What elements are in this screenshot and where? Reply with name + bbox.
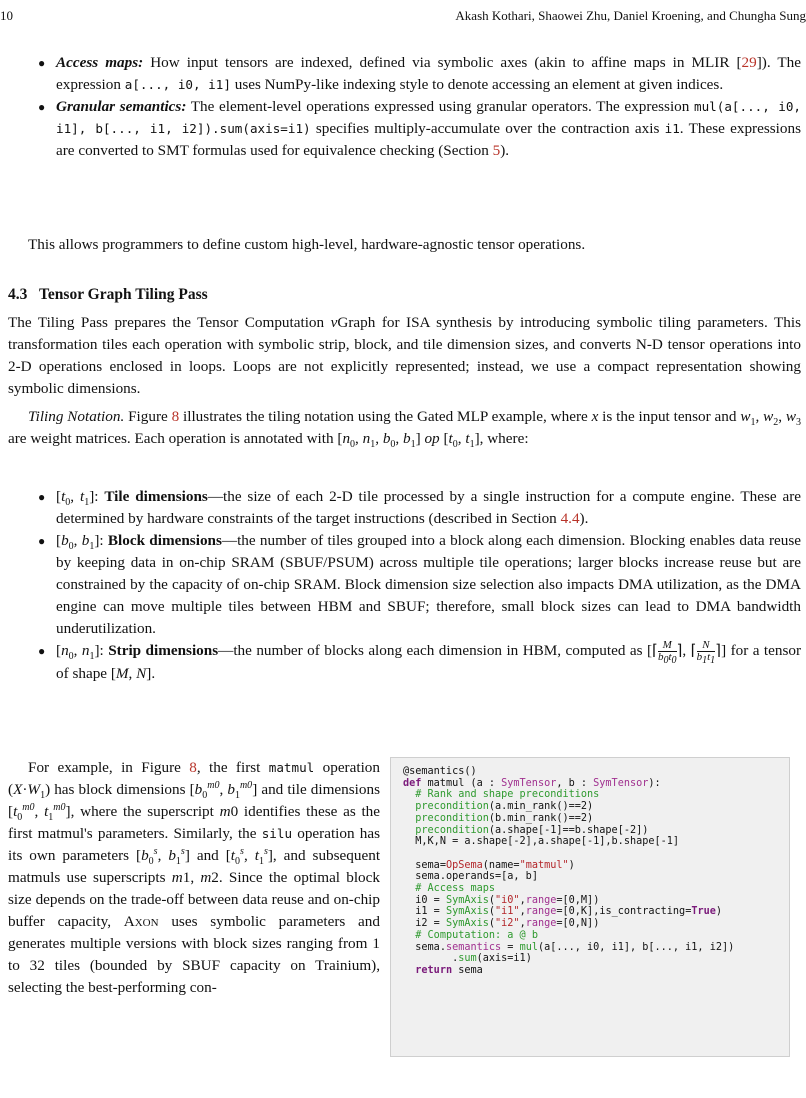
text: ). [579,510,589,527]
text: operation has its own parameters [8,825,380,864]
text: —the size of each 2-D tile processed by a single instruction for a compute engine. These are determined by hardware constraints of the target instructions (described in Section [56,488,801,527]
code-listing [390,757,790,1057]
math-formula: [⌈ $\frac{M}{b_0t_0}$ ⌉, ⌈ $\frac{N}{b_1t_1}$ ⌉] [646,639,727,667]
bullet-dot: ● [38,644,46,658]
figure-link[interactable]: 8 [189,759,197,776]
inline-code: a[..., i0, i1] [124,77,231,92]
text: —the number of blocks along each dimension in HBM, computed as [218,642,647,659]
bullet-list-top [38,52,802,162]
bullet-dot: ● [38,100,46,114]
code-line: precondition(a.shape[-1]==b.shape[-2]) [415,824,649,836]
code-line: i2 = SymAxis("i2",range=[0,N]) [415,918,600,930]
text: ]). The expression [56,54,802,93]
paragraph-allow: This allows programmers to define custom high-level, hardware-agnostic tensor operations. [28,236,586,253]
paragraph-tiling-notation: Tiling Notation. Figure 8 illustrates the tiling notation using the Gated MLP example, where x is the input tensor and $w_1$, $w_2$, $w_3$ are weight matrices. Each operation is annotated with [$n_0$, $n_1$, $b_0$, $b_1$] op [$t_0$, $t_1$], where: [8,408,802,451]
text: identifies these as the first matmul's parameters. Similarly, the [8,803,381,842]
text: is the input tensor and [598,408,741,425]
text: The Tiling Pass prepares the Tensor Computation [8,314,331,331]
term: Granular semantics: [56,98,187,115]
code-line: i1 = SymAxis("i1",range=[0,K],is_contracting=True) [415,906,723,918]
system-name: Axon [123,913,159,930]
text: specifies multiply-accumulate over the contraction axis [310,120,665,137]
code-line: sema.semantics = mul(a[..., i0, i1], b[..., i1, i2]) [415,941,735,953]
text: , the first [196,759,269,776]
math: w [740,408,751,425]
code-line: sema.operands=[a, b] [415,871,538,883]
text: for a tensor of shape [56,642,802,683]
text: , and subsequent matmuls use superscripts [8,847,381,886]
bullet-access-maps [38,52,802,96]
text: ). [500,142,510,159]
paragraph-tiling-pass [8,312,801,400]
math: x [591,408,599,425]
text: The element-level operations expressed using granular operators. The expression [190,98,695,115]
bullet-dot: ● [38,534,46,548]
text: How input tensors are indexed, defined via symbolic axes (akin to affine maps in MLIR [ [150,54,742,71]
text: uses NumPy-like indexing style to denote accessing an element at given indices. [230,76,724,93]
section-title: Tensor Graph Tiling Pass [39,286,208,303]
bullet-granular-semantics [38,96,802,162]
running-header: Akash Kothari, Shaowei Zhu, Daniel Kroening, and Chungha Sung [455,8,806,23]
text: Graph for ISA synthesis by introducing symbolic tiling parameters. This transformation tiles each operation with symbolic strip, block, and tile dimension sizes, and converts N-D tensor operations into 2-D operations enclosed in loops. Loops are not explicitly represented; instead, we use a compact representation showing symbolic dimensions. [8,314,801,397]
inline-code: matmul [268,760,315,775]
code-line: M,K,N = a.shape[-2],a.shape[-1],b.shape[-1] [415,836,680,848]
text: illustrates the tiling notation using the Gated MLP example, where [179,408,592,425]
term: Access maps: [56,54,144,71]
term: Tile dimensions [104,488,208,505]
code-line: return sema [415,964,483,976]
inline-code: mul(a[..., i0, i1], b[..., i1, i2]).sum(axis=i1) [56,99,802,136]
code-line: @semantics() [403,766,477,777]
code-comment: # Rank and shape preconditions [415,789,600,801]
text: —the number of tiles grouped into a block along each dimension. Blocking enables data reuse by keeping data in on-chip SRAM (SBUF/PSUM) across multiple tile operations; larger blocks increase reuse but are constrained by the capacity of on-chip SRAM. Block dimension size selection also impacts DMA utilization, as the DMA engine can move multiple tiles between HBM and SBUF; therefore, small block sizes can lead to DMA bandwidth underutilization. [56,532,801,637]
figure-link[interactable]: 8 [171,408,180,425]
text: has block dimensions [50,781,190,798]
inline-code: silu [261,826,293,841]
bullet-dot: ● [38,490,46,504]
code-comment: # Computation: a @ b [415,929,538,941]
text: and tile dimensions [257,781,380,798]
nu-symbol: ν [330,314,338,331]
section-link[interactable]: 4.4 [560,510,580,527]
bullet-list-dimensions [38,486,802,685]
page-number: 10 [0,8,13,23]
section-heading [8,286,208,304]
text: are weight matrices. Each operation is annotated with [8,430,338,447]
bullet-strip-dimensions: ● [$n_0$, $n_1$]: Strip dimensions—the number of blocks along each dimension in HBM, computed as [⌈ $\frac{M}{b_0t_0}$ ⌉, ⌈ $\frac{N}{b_1t_1}$ ⌉] for a tensor of shape [M, N]. [38,639,802,683]
bullet-dot: ● [38,56,46,70]
code-line: def matmul (a : SymTensor, b : SymTensor): [403,777,661,789]
term: Strip dimensions [108,642,219,659]
inline-code: i1 [664,121,680,136]
text: , where the superscript [70,803,220,820]
text: . These expressions are converted to SMT formulas used for equivalence checking (Section [56,120,801,159]
term: Block dimensions [107,532,222,549]
math: w [785,408,797,425]
math: w [763,408,774,425]
text: Figure [124,408,172,425]
text: For example, in Figure [28,759,190,776]
section-number: 4.3 [8,286,28,303]
code-comment: # Access maps [415,883,496,895]
bullet-tile-dimensions: ● [$t_0$, $t_1$]: Tile dimensions—the size of each 2-D tile processed by a single instruction for a compute engine. These are determined by hardware constraints of the target instructions (described in Section 4.4). [38,488,801,527]
code-line: precondition(b.min_rank()==2) [415,812,594,824]
paragraph-title: Tiling Notation. [28,408,125,425]
code-line: i0 = SymAxis("i0",range=[0,M]) [415,894,600,906]
text: operation [314,759,380,776]
citation-link[interactable]: 29 [741,54,757,71]
section-link[interactable]: 5 [492,142,501,159]
paragraph-example: For example, in Figure 8, the first matmul operation $(X\cdot W_1)$ has block dimensions [$b_0^{m0}$, $b_1^{m0}$] and tile dimensions [$t_0^{m0}$, $t_1^{m0}$], where the superscript m0 identifies these as the first matmul's parameters. Similarly, the silu operation has its own parameters [$b_0^s$, $b_1^s$] and [$t_0^s$, $t_1^s$], and subsequent matmuls use superscripts m1, m2. Since the optimal block size depends on the trade-off between data reuse and on-chip buffer capacity, Axon uses symbolic parameters and generates multiple versions with block sizes ranging from 1 to 32 tiles (bounded by SBUF capacity on Trainium), selecting the best-performing con- [8,759,381,996]
code-line: precondition(a.min_rank()==2) [415,801,594,813]
text: uses symbolic parameters and generates multiple versions with block sizes ranging from 1 to 32 tiles (bounded by SBUF capacity on Trainium), selecting the best-performing con- [8,913,380,996]
text: . Since the optimal block size depends on the trade-off between data reuse and on-chip buffer capacity, [8,869,380,930]
text: , where: [479,430,529,447]
text: and [189,847,226,864]
bullet-block-dimensions: ● [$b_0$, $b_1$]: Block dimensions—the number of tiles grouped into a block along each dimension. Blocking enables data reuse by keeping data in on-chip SRAM (SBUF/PSUM) across multiple tile operations; larger blocks increase reuse but are constrained by the capacity of on-chip SRAM. Block dimension size selection also impacts DMA utilization, as the DMA engine can move multiple tiles between HBM and SBUF; therefore, small block sizes can lead to DMA bandwidth underutilization. [38,532,801,637]
code-line: .sum(axis=i1) [415,953,532,965]
code-line: sema=OpSema(name="matmul") [415,859,575,871]
